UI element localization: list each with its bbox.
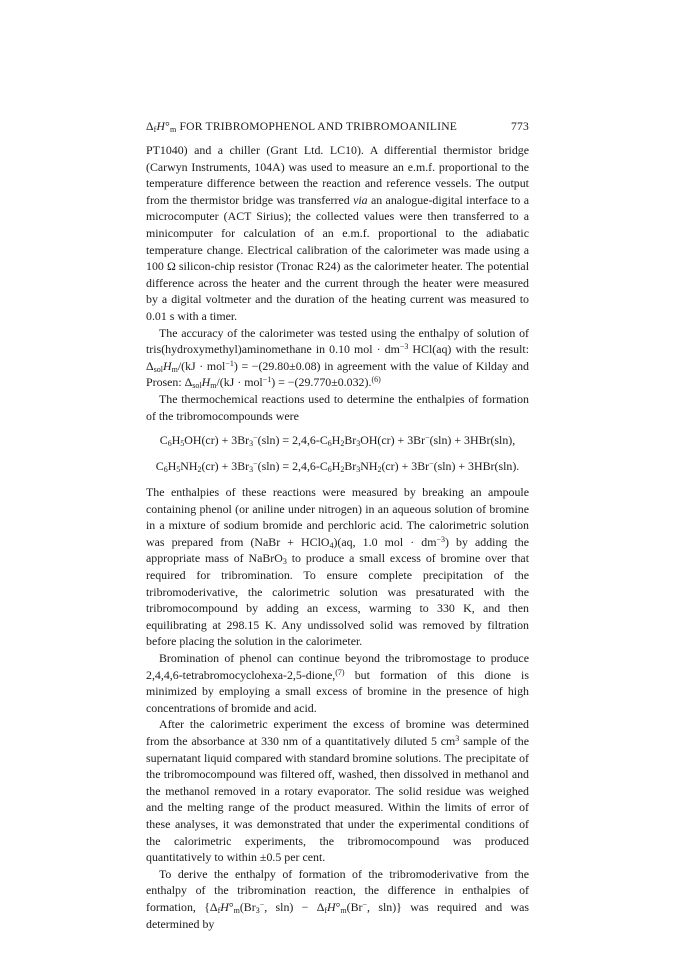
running-head-title: $\Delta_fH^\circ_m$ FOR TRIBROMOPHENOL AND TRIBROMOANILINE [146, 120, 458, 134]
paragraph-1: PT1040) and a chiller (Grant Ltd. LC10). A differential thermistor bridge (Carwyn Instruments, 104A) was used to measure an e.m.f. proportional to the temperature difference between the reaction and reference vessels. The output from the thermistor bridge was transferred via an analogue-digital interface to a microcomputer (ACT Sirius); the collected values were then transferred to a minicomputer for calculation of an e.m.f. proportional to the adiabatic temperature change. Electrical calibration of the calorimeter was made using a 100 Ω silicon-chip resistor (Tronac R24) as the calorimeter heater. The potential difference across the heater and the current through the heater were measured by a digital voltmeter and the duration of the heating current was measured to 0.01 s with a timer. [146, 143, 529, 323]
equation-1: $C_6H_5OH(cr) + 3Br_3^-(sln) = 2,4,6-C_6H_2Br_3OH(cr) + 3Br^-(sln) + 3HBr(sln)$, [159, 433, 516, 449]
reaction-equations [146, 431, 529, 476]
body-text [146, 142, 529, 932]
paragraphs-before-equations [146, 142, 529, 424]
paragraph-after-3: After the calorimetric experiment the excess of bromine was determined from the absorbance at 330 nm of a quantitatively diluted 5 $cm^3$ sample of the supernatant liquid compared with standard bromine solutions. The precipitate of the tribromocompound was filtered off, washed, then dissolved in methanol and the methanol removed in a rotary evaporator. The solid residue was weighed and the melting range of the product measured. Within the limits of error of these analyses, it was demonstrated that under the experimental conditions of the calorimetric experiments, the tribromocompound was produced quantitatively to within ±0.5 per cent. [146, 717, 529, 865]
paragraphs-after-equations [146, 484, 529, 932]
page-number: 773 [511, 120, 529, 133]
paragraph-after-1: The enthalpies of these reactions were measured by breaking an ampoule containing phenol (or aniline under nitrogen) in an aqueous solution of bromine in a mixture of sodium bromide and perchloric acid. The calorimetric solution was prepared from (NaBr + HClO$_4$)(aq, 1.0 mol · $dm^{-3}$) by adding the appropriate mass of NaBrO$_3$ to produce a small excess of bromine over that required for tribromination. To ensure complete precipitation of the tribromoderivative, the calorimetric solution was presaturated with the tribromocompound by adding an excess, warming to 330 K, and then equilibrating at 298.15 K. Any undissolved solid was removed by filtration before placing the solution in the calorimeter. [146, 485, 529, 649]
paragraph-3: The thermochemical reactions used to determine the enthalpies of formation of the tribromocompounds were [146, 391, 529, 423]
paragraph-after-4: To derive the enthalpy of formation of the tribromoderivative from the enthalpy of the tribromination reaction, the difference in enthalpies of formation, {$\Delta_fH^\circ_m(Br_3^-$, $sln) - \Delta_fH^\circ_m(Br^-$, sln)} was required and was determined by [146, 866, 529, 931]
equation-2: $C_6H_5NH_2(cr) + 3Br_3^-(sln) = 2,4,6-C_6H_2Br_3NH_2(cr) + 3Br^-(sln) + 3HBr(sln)$. [155, 459, 520, 475]
paragraph-after-2: Bromination of phenol can continue beyond the tribromostage to produce 2,4,4,6-tetrabromocyclohexa-2,5-dione,$^{(7)}$ but formation of this dione is minimized by employing a small excess of bromine in the presence of high concentrations of bromide and acid. [146, 651, 529, 715]
running-head [146, 120, 529, 133]
paragraph-2: The accuracy of the calorimeter was tested using the enthalpy of solution of tris(hydroxymethyl)aminomethane in 0.10 mol · $dm^{-3}$ HCl(aq) with the result: $\Delta_{sol}H_m/(kJ \cdot mol^{-1}) = -(29.80\pm 0.08)$ in agreement with the value of Kilday and Prosen: $\Delta_{sol}H_m/(kJ \cdot mol^{-1}) = -(29.770\pm 0.032).^{(6)}$ [146, 325, 529, 391]
